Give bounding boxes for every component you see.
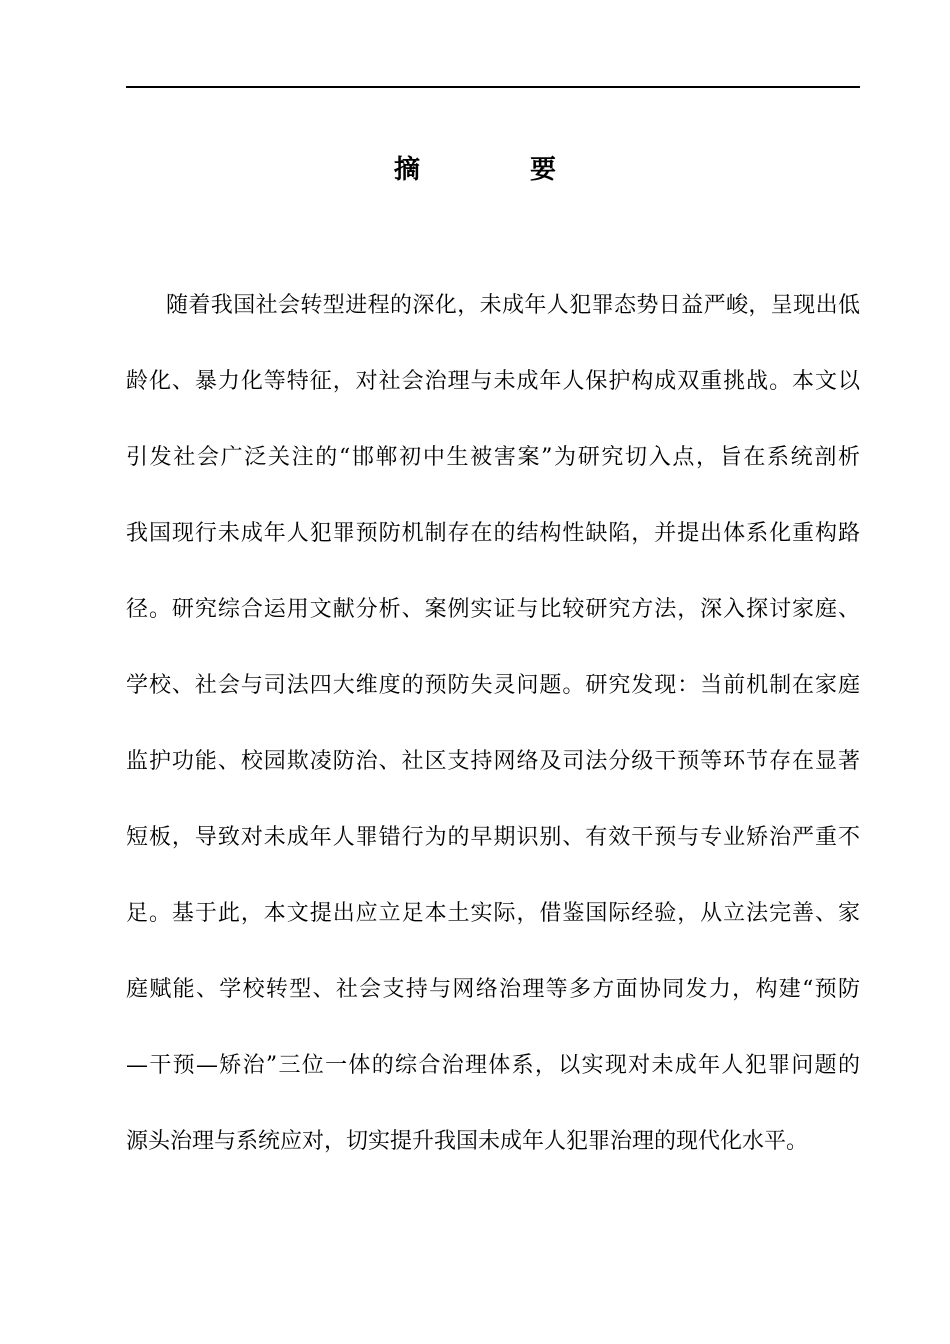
page-title: 摘 要 (393, 155, 598, 185)
abstract-line: 源头治理与系统应对，切实提升我国未成年人犯罪治理的现代化水平。 (126, 1129, 809, 1154)
abstract-line: 龄化、暴力化等特征，对社会治理与未成年人保护构成双重挑战。本文以 (126, 369, 860, 394)
abstract-line: 足。基于此，本文提出应立足本土实际，借鉴国际经验，从立法完善、家 (126, 901, 860, 926)
abstract-line: —干预—矫治”三位一体的综合治理体系，以实现对未成年人犯罪问题的 (126, 1053, 860, 1078)
abstract-line: 我国现行未成年人犯罪预防机制存在的结构性缺陷，并提出体系化重构路 (126, 521, 860, 546)
abstract-line: 引发社会广泛关注的“邯郸初中生被害案”为研究切入点，旨在系统剖析 (126, 445, 860, 470)
abstract-body (126, 286, 860, 1198)
abstract-line: 监护功能、校园欺凌防治、社区支持网络及司法分级干预等环节存在显著 (126, 749, 860, 774)
header-rule (126, 86, 860, 88)
abstract-line: 随着我国社会转型进程的深化，未成年人犯罪态势日益严峻，呈现出低 (166, 293, 860, 318)
abstract-line: 学校、社会与司法四大维度的预防失灵问题。研究发现：当前机制在家庭 (126, 673, 860, 698)
abstract-line: 庭赋能、学校转型、社会支持与网络治理等多方面协同发力，构建“预防 (126, 977, 860, 1002)
abstract-line: 短板，导致对未成年人罪错行为的早期识别、有效干预与专业矫治严重不 (126, 825, 860, 850)
abstract-line: 径。研究综合运用文献分析、案例实证与比较研究方法，深入探讨家庭、 (126, 597, 860, 622)
